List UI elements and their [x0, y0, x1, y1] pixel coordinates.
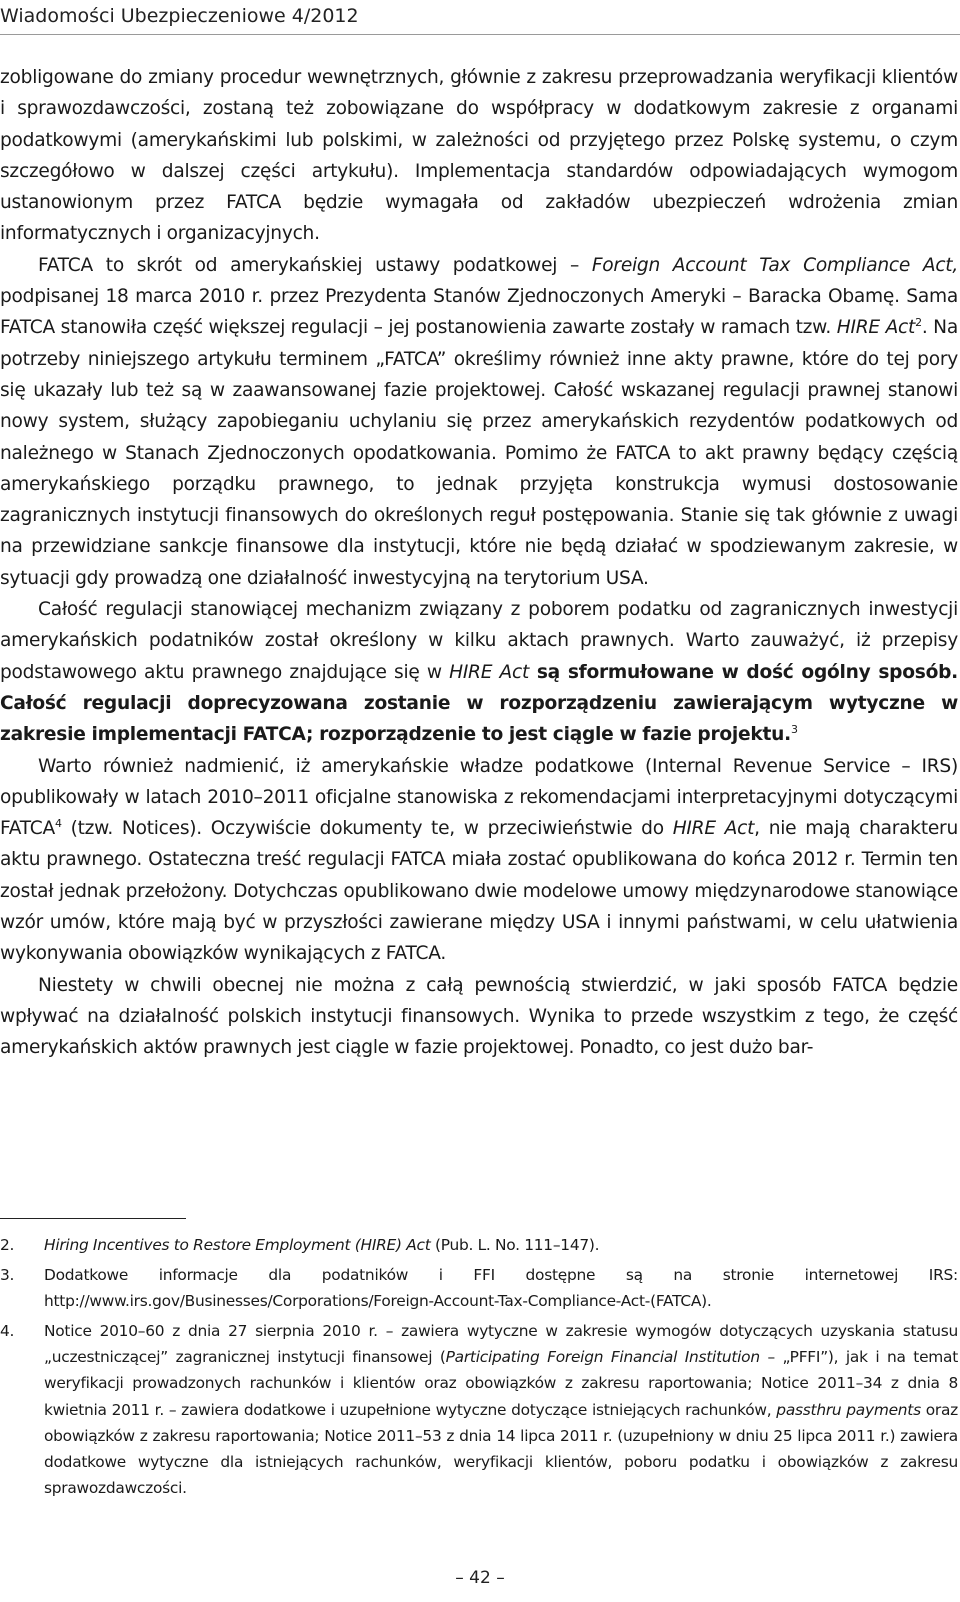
act-title: HIRE Act — [449, 661, 529, 683]
footnote-text — [44, 1232, 958, 1258]
paragraph-1 — [0, 62, 958, 250]
italic-run: Participating Foreign Financial Institution — [445, 1348, 760, 1367]
act-title: HIRE Act — [672, 818, 755, 840]
footnote-number: 4. — [0, 1322, 15, 1341]
footnote-2 — [0, 1232, 958, 1258]
text-run: oraz obowiązków z zakresu raportowania; Notice 2011–53 z dnia 14 lipca 2011 r. (uzupełniony w dniu 25 lipca 2011 r.) zawiera dodatkowe wytyczne dla istniejących rachunków, weryfikacji klientów, poboru podatku i obowiązków z zakresu sprawozdawczości. — [44, 1400, 958, 1497]
italic-run: passthru payments — [776, 1400, 921, 1419]
footnote-3 — [0, 1262, 958, 1314]
footnote-4 — [0, 1318, 958, 1501]
text-run: (Pub. L. No. 111–147). — [430, 1236, 600, 1254]
footnote-number: 2. — [0, 1236, 15, 1254]
header-divider — [0, 34, 960, 35]
text-run: (tzw. Notices). Oczywiście dokumenty te, w przeciwieństwie do — [61, 818, 673, 840]
text-run: zobligowane do zmiany procedur wewnętrznych, głównie z zakresu przeprowadzania weryfikacji klientów i sprawozdawczości, zostaną też zobowiązane do współpracy w dodatkowym zakresie z organami podatkowymi (amerykańskimi lub polskimi, w zależności od przyjętego przez Polskę systemu, o czym szczegółowo w dalszej części artykułu). Implementacja standardów odpowiadających wymogom ustanowionym przez FATCA będzie wymagała od zakładów ubezpieczeń wdrożenia zmian informatycznych i organizacyjnych. — [0, 67, 958, 245]
article-body — [0, 62, 958, 1064]
act-title: Hiring Incentives to Restore Employment (HIRE) Act — [44, 1236, 431, 1254]
text-run: Notice 2010–60 z dnia 27 sierpnia 2010 r. – zawiera wytyczne w zakresie wymogów dotyczących uzyskania statusu „uczestniczącej” zagranicznej instytucji finansowej ( — [44, 1322, 958, 1367]
text-run: – „PFFI”), jak i na temat weryfikacji prowadzonych rachunków i klientów oraz obowiązków z zakresu raportowania; Notice 2011–34 z dnia 8 kwietnia 2011 r. – zawiera dodatkowe i uzupełnione wytyczne dotyczące istniejących rachunków, — [44, 1348, 959, 1419]
paragraph-4 — [0, 751, 958, 970]
footnote-number: 3. — [0, 1266, 15, 1285]
text-run: , nie mają charakteru aktu prawnego. Ostateczna treść regulacji FATCA miała zostać opublikowana do końca 2012 r. Termin ten został jednak przełożony. Dotychczas opublikowano dwie modelowe umowy międzynarodowe stanowiące wzór umów, które mają być w przyszłości zawierane między USA i innymi państwami, w celu ułatwienia wykonywania obowiązków wynikających z FATCA. — [0, 818, 958, 965]
text-run: FATCA to skrót od amerykańskiej ustawy podatkowej – — [38, 254, 592, 276]
text-run: Warto również nadmienić, iż amerykańskie władze podatkowe (Internal Revenue Service – IRS) opublikowały w latach 2010–2011 oficjalne stanowiska z rekomendacjami interpretacyjnymi dotyczącymi FATCA — [0, 755, 958, 840]
bold-run: są sformułowane w dość ogólny sposób. Całość regulacji doprecyzowana zostanie w rozporządzeniu zawierającym wytyczne w zakresie implementacji FATCA; rozporządzenie to jest ciągle w fazie projektu. — [0, 661, 958, 746]
footnote-text — [44, 1262, 958, 1314]
footnote-text — [44, 1318, 958, 1501]
text-run: . Na potrzeby niniejszego artykułu terminem „FATCA” określimy również inne akty prawne, które do tej pory się ukazały lub też są w zaawansowanej fazie projektowej. Całość wskazanej regulacji prawnej stanowi nowy system, służący zapobieganiu uchylaniu się przez amerykańskich rezydentów podatkowych od należnego w Stanach Zjednoczonych opodatkowania. Pomimo że FATCA to akt prawny będący częścią amerykańskiego porządku prawnego, to jednak przyjęta konstrukcja wymusi dostosowanie zagranicznych instytucji finansowych do określonych reguł postępowania. Stanie się tak głównie z uwagi na przewidziane sankcje finansowe dla instytucji, które nie będą działać w spodziewanym zakresie, w sytuacji gdy prowadzą one działalność inwestycyjną na terytorium USA. — [0, 317, 958, 589]
paragraph-3 — [0, 594, 958, 750]
text-run: Niestety w chwili obecnej nie można z całą pewnością stwierdzić, w jaki sposób FATCA będzie wpływać na działalność polskich instytucji finansowych. Wynika to przede wszystkim z tego, że część amerykańskich aktów prawnych jest ciągle w fazie projektowej. Ponadto, co jest dużo bar- — [0, 974, 958, 1059]
running-header: Wiadomości Ubezpieczeniowe 4/2012 — [0, 5, 359, 27]
act-title: Foreign Account Tax Compliance Act, — [591, 254, 958, 276]
paragraph-2 — [0, 250, 958, 594]
text-run: Dodatkowe informacje dla podatników i FFI dostępne są na stronie internetowej IRS: http://www.irs.gov/Businesses/Corporations/Foreign-Account-Tax-Compliance-Act-(FATCA). — [44, 1266, 958, 1311]
footnotes — [0, 1232, 958, 1505]
text-run: Całość regulacji stanowiącej mechanizm związany z poborem podatku od zagranicznych inwestycji amerykańskich podatników został określony w kilku aktach prawnych. Warto zauważyć, iż przepisy podstawowego aktu prawnego znajdujące się w — [0, 599, 958, 683]
footnote-ref-2: 2 — [915, 316, 922, 330]
page-number: – 42 – — [455, 1568, 505, 1588]
footnote-ref-4: 4 — [54, 816, 62, 830]
text-run: podpisanej 18 marca 2010 r. przez Prezydenta Stanów Zjednoczonych Ameryki – Baracka Obamę. Sama FATCA stanowiła część większej regulacji – jej postanowienia zawarte zostały w ramach tzw. — [0, 286, 958, 339]
footnote-ref-3: 3 — [790, 723, 798, 737]
footnote-divider — [0, 1218, 186, 1219]
act-title: HIRE Act — [836, 317, 916, 339]
paragraph-5 — [0, 970, 958, 1064]
